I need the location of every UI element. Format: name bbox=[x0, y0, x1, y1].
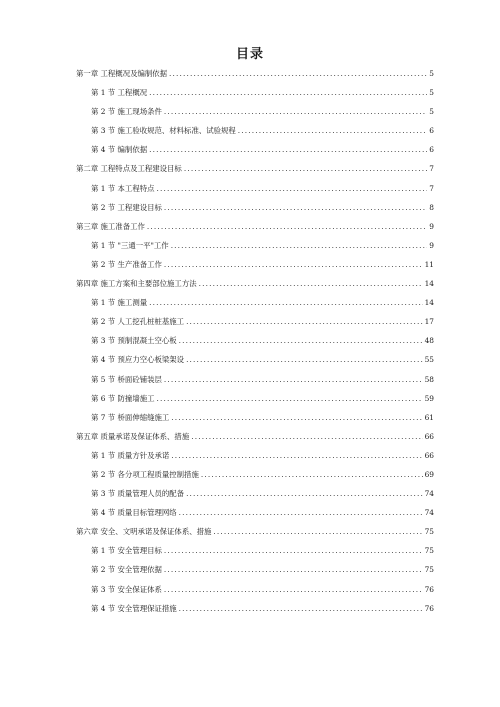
toc-entry-label: 第 2 节 工程建设目标 bbox=[91, 202, 162, 212]
toc-section-entry[interactable] bbox=[76, 255, 434, 274]
toc-section-entry[interactable] bbox=[76, 179, 434, 198]
toc-entry-label: 第 2 节 人工挖孔桩桩基施工 bbox=[91, 317, 185, 327]
toc-dot-leader bbox=[164, 102, 427, 121]
toc-dot-leader bbox=[149, 140, 427, 159]
toc-entry-label: 第 3 节 预制混凝土空心板 bbox=[91, 336, 177, 346]
toc-page-number: 5 bbox=[429, 69, 434, 78]
toc-entry-label: 第一章 工程概况及编制依据 bbox=[76, 69, 168, 78]
toc-dot-leader bbox=[186, 484, 423, 503]
toc-section-entry[interactable] bbox=[76, 331, 434, 350]
toc-page-number: 58 bbox=[424, 374, 434, 384]
toc-dot-leader bbox=[147, 217, 427, 236]
toc-dot-leader bbox=[179, 503, 423, 522]
toc-section-entry[interactable] bbox=[76, 503, 434, 522]
toc-section-entry[interactable] bbox=[76, 350, 434, 369]
toc-page-number: 8 bbox=[429, 202, 434, 212]
toc-page-number: 48 bbox=[424, 336, 434, 346]
toc-page-number: 9 bbox=[429, 221, 434, 231]
toc-dot-leader bbox=[186, 312, 423, 331]
toc-entry-label: 第 3 节 质量管理人员的配备 bbox=[91, 489, 185, 499]
toc-dot-leader bbox=[164, 541, 423, 560]
toc-entry-label: 第 1 节 工程概况 bbox=[91, 88, 148, 98]
toc-section-entry[interactable] bbox=[76, 236, 434, 255]
toc-dot-leader bbox=[149, 293, 422, 312]
toc-title: 目录 bbox=[235, 47, 264, 62]
toc-dot-leader bbox=[164, 560, 423, 579]
toc-dot-leader bbox=[157, 179, 428, 198]
toc-chapter-entry[interactable] bbox=[76, 274, 434, 293]
toc-dot-leader bbox=[149, 83, 427, 102]
toc-page-number: 69 bbox=[424, 469, 434, 479]
toc-dot-leader bbox=[199, 274, 423, 293]
toc-section-entry[interactable] bbox=[76, 140, 434, 159]
toc-page-number: 75 bbox=[424, 565, 434, 575]
toc-entry-label: 第 4 节 安全管理保证措施 bbox=[91, 603, 177, 613]
toc-dot-leader bbox=[171, 408, 422, 427]
toc-section-entry[interactable] bbox=[76, 599, 434, 618]
toc-dot-leader bbox=[213, 522, 422, 541]
toc-page-number: 74 bbox=[424, 489, 434, 499]
toc-page-number: 55 bbox=[424, 355, 434, 365]
toc-entry-label: 第 7 节 桥面伸缩缝施工 bbox=[91, 412, 170, 422]
toc-entry-label: 第 6 节 防撞墙施工 bbox=[91, 393, 155, 403]
toc-entry-label: 第三章 施工准备工作 bbox=[76, 221, 145, 231]
toc-section-entry[interactable] bbox=[76, 389, 434, 408]
toc-page-number: 66 bbox=[424, 450, 434, 460]
toc-entry-label: 第 1 节 安全管理目标 bbox=[91, 546, 162, 556]
toc-chapter-entry[interactable] bbox=[76, 64, 434, 83]
toc-dot-leader bbox=[171, 446, 422, 465]
toc-entry-label: 第 1 节 质量方针及承诺 bbox=[91, 450, 170, 460]
toc-section-entry[interactable] bbox=[76, 446, 434, 465]
toc-section-entry[interactable] bbox=[76, 560, 434, 579]
table-of-contents bbox=[76, 64, 434, 618]
toc-page-number: 17 bbox=[424, 317, 434, 327]
toc-page-number: 7 bbox=[429, 164, 434, 174]
toc-dot-leader bbox=[201, 465, 423, 484]
toc-section-entry[interactable] bbox=[76, 541, 434, 560]
toc-dot-leader bbox=[164, 255, 423, 274]
toc-page-number: 76 bbox=[424, 584, 434, 594]
toc-chapter-entry[interactable] bbox=[76, 522, 434, 541]
toc-dot-leader bbox=[164, 580, 423, 599]
toc-entry-label: 第 2 节 安全管理依据 bbox=[91, 565, 162, 575]
toc-entry-label: 第 3 节 安全保证体系 bbox=[91, 584, 162, 594]
toc-section-entry[interactable] bbox=[76, 370, 434, 389]
toc-entry-label: 第六章 安全、文明承诺及保证体系、措施 bbox=[76, 527, 212, 537]
toc-page-number: 9 bbox=[429, 240, 434, 250]
toc-page-number: 6 bbox=[429, 126, 434, 136]
toc-entry-label: 第 1 节 "三通一平"工作 bbox=[91, 240, 169, 250]
toc-section-entry[interactable] bbox=[76, 408, 434, 427]
toc-dot-leader bbox=[186, 350, 423, 369]
toc-entry-label: 第 3 节 施工验收规范、材料标准、试验规程 bbox=[91, 126, 236, 136]
toc-page-number: 11 bbox=[424, 259, 434, 269]
toc-section-entry[interactable] bbox=[76, 102, 434, 121]
toc-dot-leader bbox=[191, 427, 422, 446]
toc-entry-label: 第 4 节 编制依据 bbox=[91, 145, 148, 155]
toc-entry-label: 第 1 节 本工程特点 bbox=[91, 183, 155, 193]
toc-chapter-entry[interactable] bbox=[76, 427, 434, 446]
toc-entry-label: 第 1 节 施工测量 bbox=[91, 298, 148, 308]
toc-entry-label: 第五章 质量承诺及保证体系、措施 bbox=[76, 431, 190, 441]
toc-dot-leader bbox=[169, 64, 427, 83]
toc-section-entry[interactable] bbox=[76, 121, 434, 140]
toc-section-entry[interactable] bbox=[76, 312, 434, 331]
toc-entry-label: 第 5 节 桥面砼铺装层 bbox=[91, 374, 162, 384]
toc-dot-leader bbox=[179, 331, 423, 350]
toc-page-number: 14 bbox=[424, 279, 434, 289]
toc-page-number: 14 bbox=[424, 298, 434, 308]
toc-section-entry[interactable] bbox=[76, 465, 434, 484]
toc-page-number: 61 bbox=[424, 412, 434, 422]
toc-chapter-entry[interactable] bbox=[76, 159, 434, 178]
toc-page-number: 75 bbox=[424, 527, 434, 537]
toc-section-entry[interactable] bbox=[76, 484, 434, 503]
toc-dot-leader bbox=[238, 121, 428, 140]
toc-page-number: 5 bbox=[429, 88, 434, 98]
toc-entry-label: 第 4 节 质量目标管理网络 bbox=[91, 508, 177, 518]
toc-dot-leader bbox=[184, 159, 427, 178]
toc-entry-label: 第 2 节 施工现场条件 bbox=[91, 107, 162, 117]
toc-page-number: 6 bbox=[429, 145, 434, 155]
toc-entry-label: 第二章 工程特点及工程建设目标 bbox=[76, 164, 182, 174]
toc-page-number: 59 bbox=[424, 393, 434, 403]
toc-dot-leader bbox=[164, 370, 423, 389]
toc-section-entry[interactable] bbox=[76, 83, 434, 102]
toc-page-number: 75 bbox=[424, 546, 434, 556]
toc-section-entry[interactable] bbox=[76, 198, 434, 217]
toc-dot-leader bbox=[171, 236, 428, 255]
toc-entry-label: 第四章 施工方案和主要部位施工方法 bbox=[76, 279, 197, 289]
toc-chapter-entry[interactable] bbox=[76, 217, 434, 236]
toc-dot-leader bbox=[157, 389, 423, 408]
toc-entry-label: 第 4 节 预应力空心板梁架设 bbox=[91, 355, 185, 365]
toc-page-number: 5 bbox=[429, 107, 434, 117]
toc-section-entry[interactable] bbox=[76, 293, 434, 312]
toc-page-number: 74 bbox=[424, 508, 434, 518]
toc-section-entry[interactable] bbox=[76, 580, 434, 599]
toc-page-number: 7 bbox=[429, 183, 434, 193]
toc-entry-label: 第 2 节 生产准备工作 bbox=[91, 259, 162, 269]
toc-dot-leader bbox=[179, 599, 423, 618]
toc-entry-label: 第 2 节 各分项工程质量控制措施 bbox=[91, 469, 199, 479]
toc-page-number: 76 bbox=[424, 603, 434, 613]
toc-page-number: 66 bbox=[424, 431, 434, 441]
toc-dot-leader bbox=[164, 198, 427, 217]
